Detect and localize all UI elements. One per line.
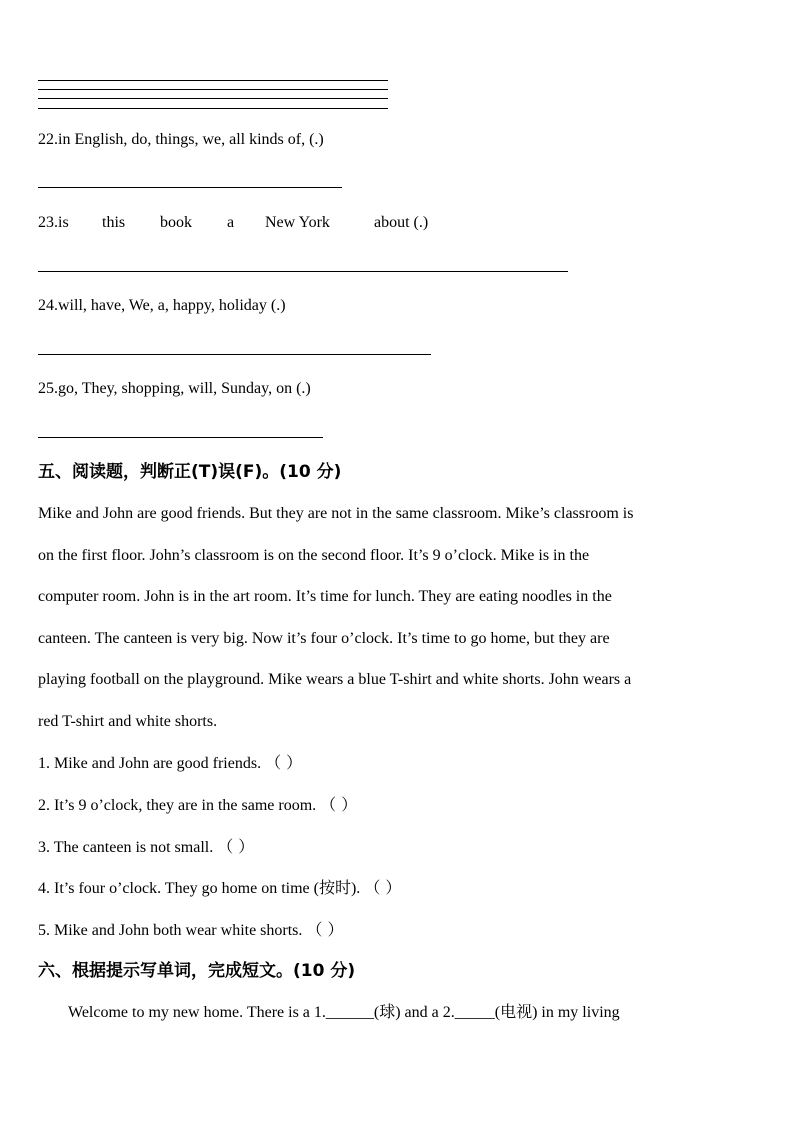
question-number: 25.	[38, 380, 58, 397]
answer-bracket[interactable]: （ ）	[364, 878, 402, 897]
statement-text: 4. It’s four o’clock. They go home on time (按时).	[38, 880, 361, 897]
question-25	[38, 379, 311, 399]
passage-line: red T-shirt and white shorts.	[38, 712, 218, 730]
answer-line-23[interactable]	[38, 271, 568, 272]
answer-line-24[interactable]	[38, 354, 431, 355]
passage-line: playing football on the playground. Mike wears a blue T-shirt and white shorts. John wears a	[38, 671, 632, 688]
passage-line: on the first floor. John’s classroom is on the second floor. It’s 9 o’clock. Mike is in the	[38, 546, 590, 564]
answer-line	[38, 89, 388, 90]
passage-line: computer room. John is in the art room. It’s time for lunch. They are eating noodles in the	[38, 588, 612, 605]
statement-4	[38, 878, 401, 899]
answer-line	[38, 80, 388, 81]
section-5-title: 五、阅读题，判断正(T)误(F)。(10 分)	[38, 462, 342, 482]
question-22	[38, 130, 324, 150]
answer-bracket[interactable]: （ ）	[217, 837, 255, 856]
answer-line	[38, 98, 388, 99]
question-word: New York	[265, 214, 330, 231]
statement-3	[38, 837, 254, 858]
statement-1	[38, 753, 302, 774]
section-6-title: 六、根据提示写单词，完成短文。(10 分)	[38, 961, 356, 981]
answer-line-22[interactable]	[38, 187, 342, 188]
answer-bracket[interactable]: （ ）	[265, 753, 303, 772]
statement-text: 1. Mike and John are good friends.	[38, 755, 262, 772]
statement-text: 3. The canteen is not small.	[38, 839, 214, 856]
question-word: about (.)	[374, 214, 429, 231]
question-word: this	[102, 214, 126, 231]
statement-5	[38, 920, 344, 941]
question-number: 22.	[38, 131, 58, 148]
passage-line: canteen. The canteen is very big. Now it’s four o’clock. It’s time to go home, but they are	[38, 629, 610, 647]
passage-line: Mike and John are good friends. But they are not in the same classroom. Mike’s classroom is	[38, 505, 634, 522]
question-number: 24.	[38, 297, 58, 314]
question-text: go, They, shopping, will, Sunday, on (.)	[58, 380, 311, 397]
question-text: will, have, We, a, happy, holiday (.)	[58, 297, 286, 314]
answer-line	[38, 108, 388, 109]
question-24	[38, 296, 286, 316]
question-word: book	[160, 214, 192, 231]
answer-bracket[interactable]: （ ）	[320, 795, 358, 814]
reading-passage	[38, 504, 738, 753]
question-word: a	[227, 214, 235, 231]
statement-text: 2. It’s 9 o’clock, they are in the same room.	[38, 797, 317, 814]
question-23	[38, 213, 458, 233]
answer-line-25[interactable]	[38, 437, 323, 438]
question-text: in English, do, things, we, all kinds of, (.)	[58, 131, 324, 148]
cloze-passage-line: Welcome to my new home. There is a 1.______(球) and a 2._____(电视) in my living	[68, 1004, 620, 1021]
statement-text: 5. Mike and John both wear white shorts.	[38, 922, 303, 939]
answer-bracket[interactable]: （ ）	[306, 920, 344, 939]
statement-2	[38, 795, 357, 816]
question-number: 23.is	[38, 214, 69, 231]
